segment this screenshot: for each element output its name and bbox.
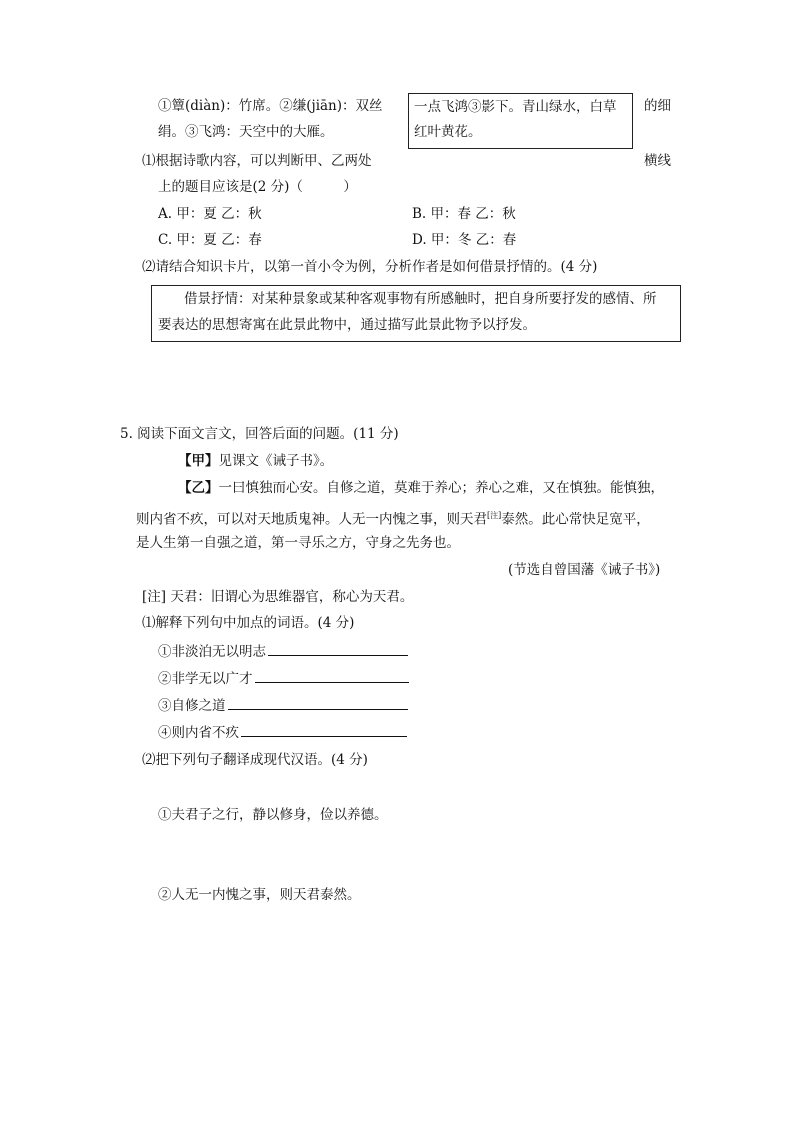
- annotation: [注] 天君：旧谓心为思维器官，称心为天君。: [142, 589, 414, 605]
- section-5-title: 5. 阅读下面文言文，回答后面的问题。(11 分): [120, 426, 399, 442]
- yi-text-1: 一曰慎独而心安。自修之道，莫难于养心；养心之难，又在慎独。能慎独，: [218, 480, 664, 496]
- s5-q1-item-4: [158, 723, 407, 742]
- note-line-2: 绢。③飞鸿：天空中的大雁。: [158, 124, 334, 140]
- s5-q1-item-2: [158, 669, 409, 688]
- q2-stem: ⑵请结合知识卡片，以第一首小令为例，分析作者是如何借景抒情的。(4 分): [142, 259, 598, 275]
- s5-q1-item-4-text: ④则内省不疚: [158, 725, 239, 741]
- q1-stem: ⑴根据诗歌内容，可以判断甲、乙两处: [142, 153, 372, 169]
- answer-blank-1[interactable]: [268, 642, 408, 656]
- note-line-1: ①簟(diàn)：竹席。②缣(jiān)：双丝: [158, 98, 383, 114]
- poem-line-1: 一点飞鸿③影下。青山绿水，白草: [414, 99, 617, 115]
- answer-blank-2[interactable]: [255, 669, 409, 683]
- poem-line-2: 红叶黄花。: [414, 124, 482, 140]
- yi-tag: 【乙】: [178, 480, 219, 496]
- yi-line-2: [136, 507, 650, 529]
- answer-blank-4[interactable]: [241, 723, 407, 737]
- s5-q2-item-1: ①夫君子之行，静以修身，俭以养德。: [158, 807, 388, 823]
- right-fragment: 的细: [644, 98, 671, 114]
- option-c: C. 甲：夏 乙：春: [158, 232, 262, 248]
- s5-q1-item-2-text: ②非学无以广才: [158, 671, 253, 687]
- option-b: B. 甲：春 乙：秋: [412, 206, 516, 222]
- s5-q1-item-3-text: ③自修之道: [158, 698, 226, 714]
- option-d: D. 甲：冬 乙：春: [412, 232, 517, 248]
- s5-q2-stem: ⑵把下列句子翻译成现代汉语。(4 分): [142, 752, 368, 768]
- yi-line-1: [178, 479, 664, 497]
- s5-q1-item-3: [158, 696, 408, 715]
- note-mark: [注]: [487, 511, 502, 520]
- card-line-2: 要表达的思想寄寓在此景此物中，通过描写此景此物予以抒发。: [158, 317, 536, 333]
- yi-line-3: 是人生第一自强之道，第一寻乐之方，守身之先务也。: [136, 535, 460, 551]
- jia-text: 见课文《诫子书》。: [218, 453, 334, 469]
- source-citation: (节选自曾国藩《诫子书》): [508, 562, 661, 578]
- jia-tag: 【甲】: [178, 453, 219, 469]
- s5-q1-stem: ⑴解释下列句中加点的词语。(4 分): [142, 615, 355, 631]
- answer-blank-3[interactable]: [228, 696, 408, 710]
- jia-paragraph: [178, 452, 333, 470]
- option-a: A. 甲：夏 乙：秋: [158, 206, 262, 222]
- s5-q1-item-1-text: ①非淡泊无以明志: [158, 644, 266, 660]
- yi-text-2a: 则内省不疚，可以对天地质鬼神。人无一内愧之事，则天君: [136, 511, 487, 528]
- yi-text-2b: 泰然。此心常快足宽平，: [501, 511, 650, 528]
- s5-q1-item-1: [158, 642, 408, 661]
- q1-stem-2: 上的题目应该是(2 分)（ ）: [158, 179, 357, 195]
- card-line-1: 借景抒情：对某种景象或某种客观事物有所感触时，把自身所要抒发的感情、所: [184, 291, 657, 307]
- q1-stem-tail: 横线: [644, 153, 671, 169]
- s5-q2-item-2: ②人无一内愧之事，则天君泰然。: [158, 887, 361, 903]
